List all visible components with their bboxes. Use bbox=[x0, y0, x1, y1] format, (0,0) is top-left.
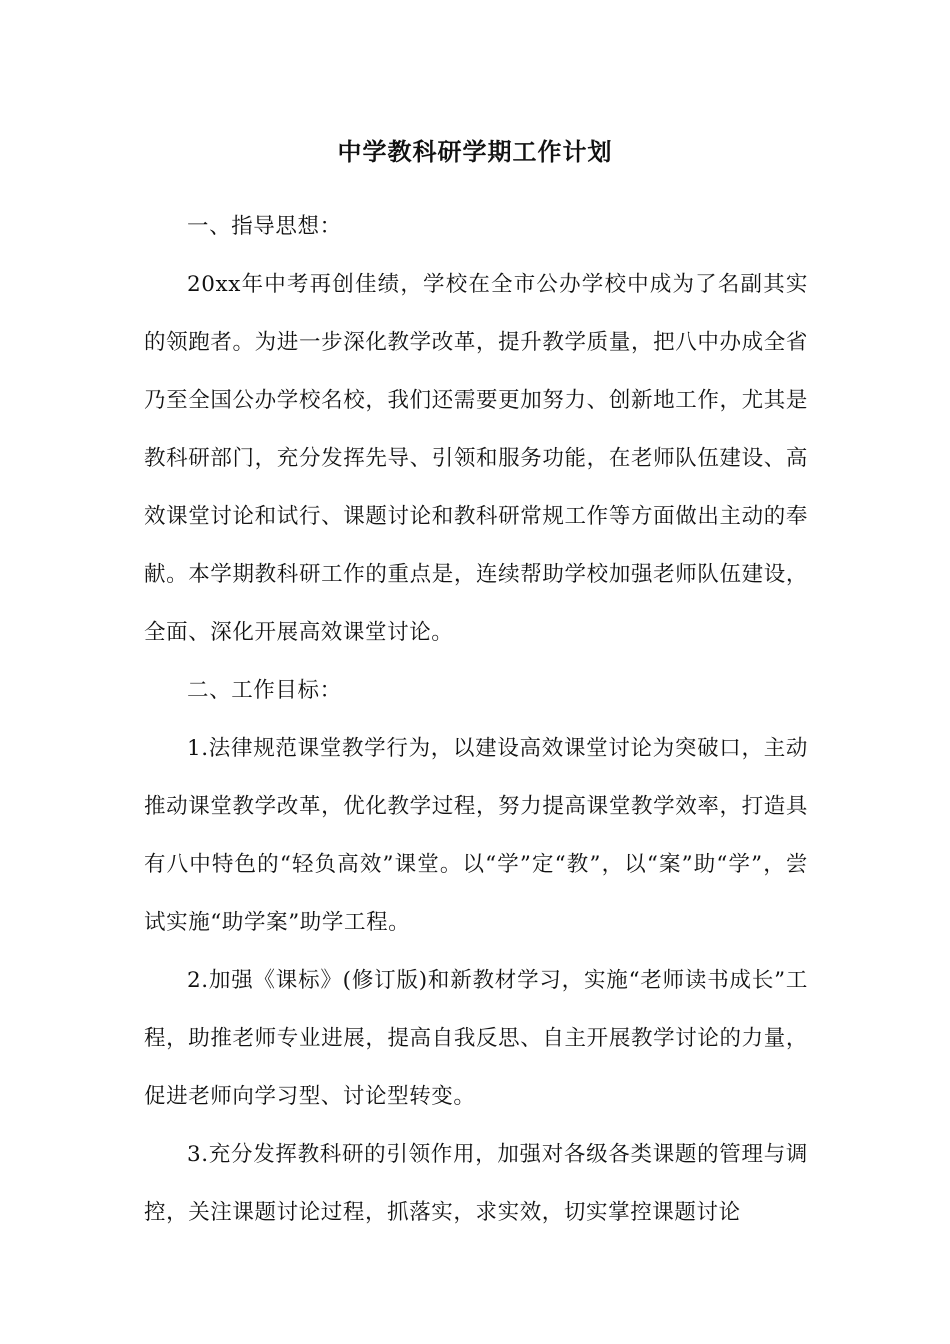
section-heading-work-goals: 二、工作目标： bbox=[187, 678, 342, 703]
paragraph-goal-2: 2.加强《课标》(修订版)和新教材学习，实施“老师读书成长”工程，助推老师专业进展，提高自我反思、自主开展教学讨论的力量，促进老师向学习型、讨论型转变。 bbox=[144, 968, 808, 1109]
paragraph-goal-1: 1.法律规范课堂教学行为，以建设高效课堂讨论为突破口，主动推动课堂教学改革，优化教学过程，努力提高课堂教学效率，打造具有八中特色的“轻负高效”课堂。以“学”定“教”，以“案”助“学”，尝试实施“助学案”助学工程。 bbox=[144, 736, 808, 935]
paragraph-goal-3: 3.充分发挥教科研的引领作用，加强对各级各类课题的管理与调控，关注课题讨论过程，抓落实，求实效，切实掌控课题讨论 bbox=[144, 1142, 808, 1225]
paragraph-guiding-thought: 20xx年中考再创佳绩，学校在全市公办学校中成为了名副其实的领跑者。为进一步深化教学改革，提升教学质量，把八中办成全省乃至全国公办学校名校，我们还需要更加努力、创新地工作，尤其是教科研部门，充分发挥先导、引领和服务功能，在老师队伍建设、高效课堂讨论和试行、课题讨论和教科研常规工作等方面做出主动的奉献。本学期教科研工作的重点是，连续帮助学校加强老师队伍建设，全面、深化开展高效课堂讨论。 bbox=[144, 272, 808, 645]
section-heading-guiding-thought: 一、指导思想： bbox=[187, 214, 342, 239]
document-title: 中学教科研学期工作计划 bbox=[337, 137, 613, 166]
document-body bbox=[144, 198, 808, 1242]
